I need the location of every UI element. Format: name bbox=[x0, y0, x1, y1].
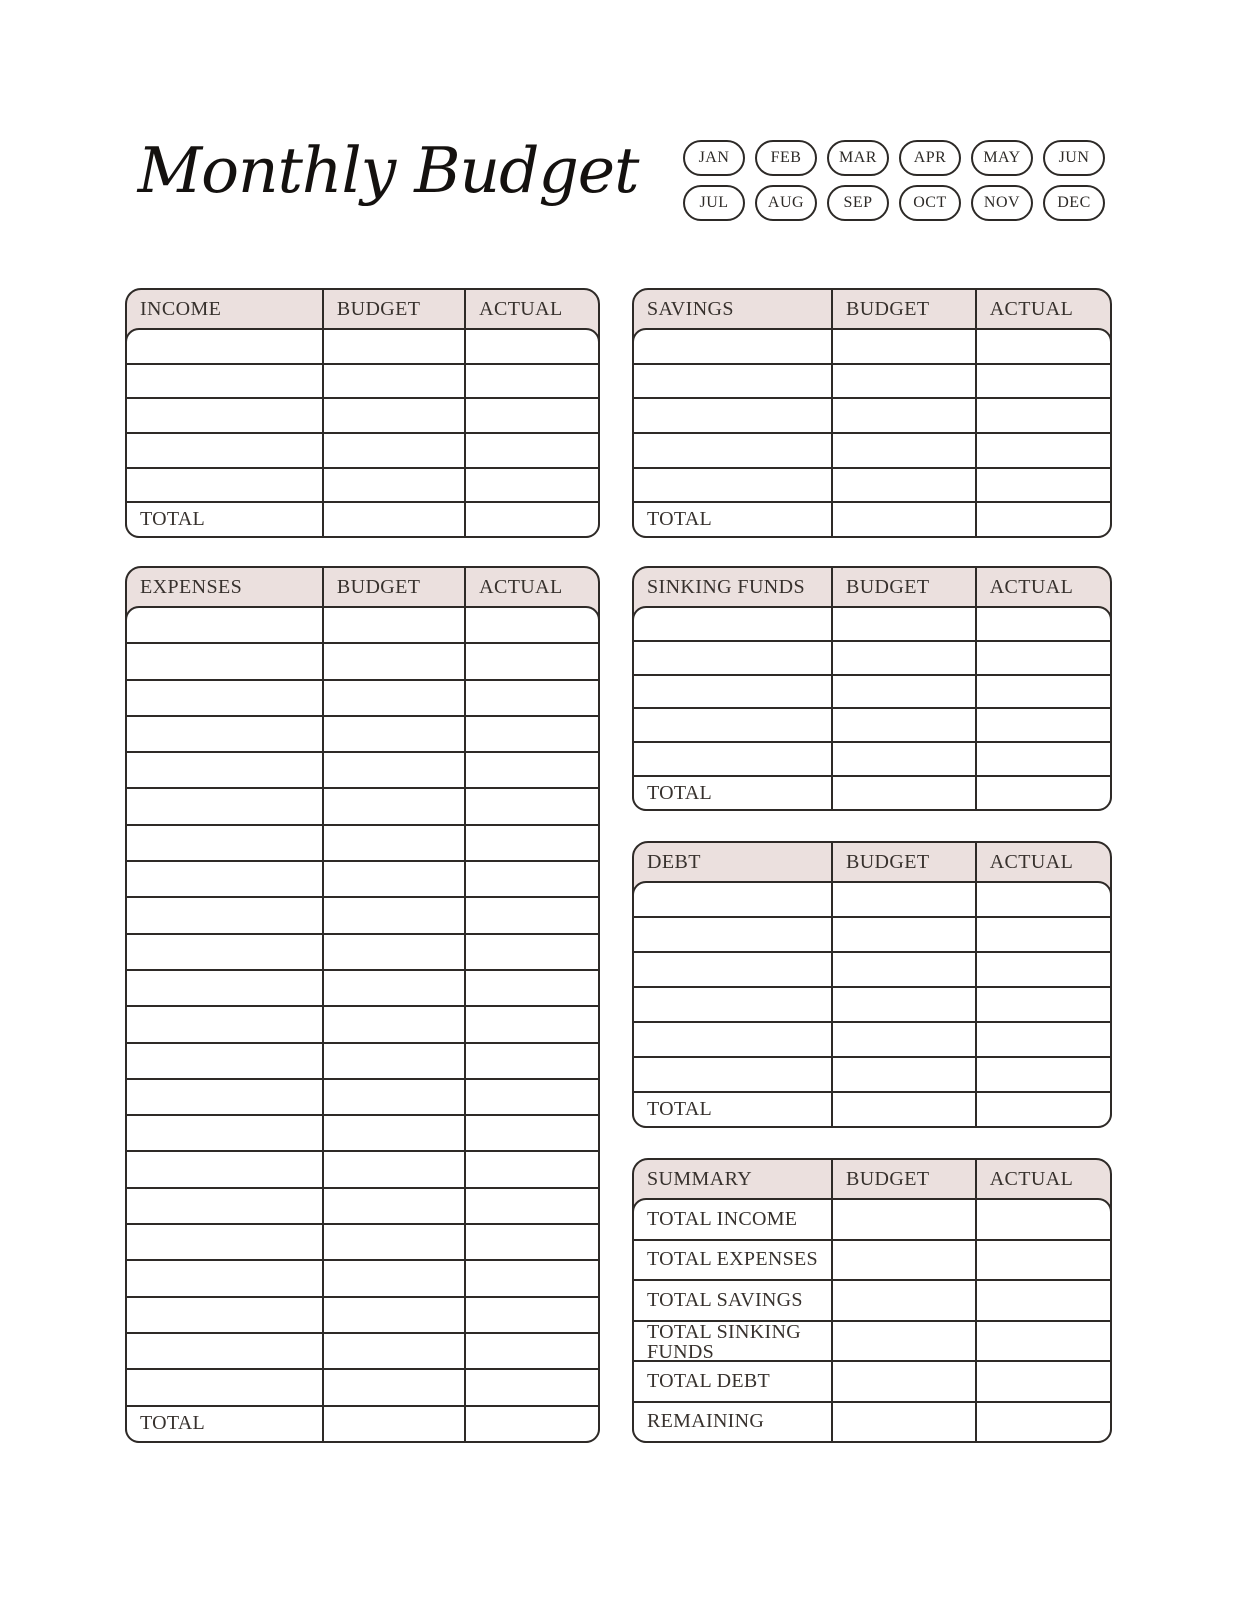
empty-cell[interactable] bbox=[324, 971, 466, 1005]
month-selector bbox=[683, 140, 1107, 221]
table-row bbox=[127, 1150, 598, 1186]
sinking-table-body bbox=[632, 606, 1112, 811]
empty-cell[interactable] bbox=[324, 1080, 466, 1114]
empty-cell[interactable] bbox=[634, 1023, 833, 1056]
table-row bbox=[634, 397, 1110, 432]
empty-cell[interactable] bbox=[466, 1116, 598, 1150]
empty-cell[interactable] bbox=[634, 918, 833, 951]
empty-cell[interactable] bbox=[833, 1241, 977, 1280]
empty-cell[interactable] bbox=[977, 1322, 1110, 1364]
empty-cell[interactable] bbox=[833, 1023, 977, 1056]
table-row bbox=[127, 1187, 598, 1223]
income-table bbox=[125, 288, 600, 538]
empty-cell[interactable] bbox=[324, 1334, 466, 1368]
empty-cell[interactable] bbox=[977, 883, 1110, 916]
empty-cell[interactable] bbox=[324, 503, 466, 536]
empty-cell[interactable] bbox=[127, 1261, 324, 1295]
budget-column-header: BUDGET bbox=[833, 1160, 977, 1198]
empty-cell[interactable] bbox=[833, 503, 977, 536]
empty-cell[interactable] bbox=[833, 608, 977, 640]
budget-column-header: BUDGET bbox=[833, 843, 977, 881]
empty-cell[interactable] bbox=[466, 365, 598, 398]
empty-cell[interactable] bbox=[977, 1058, 1110, 1091]
table-row bbox=[634, 883, 1110, 916]
empty-cell[interactable] bbox=[466, 399, 598, 432]
month-pill-sep[interactable] bbox=[827, 185, 889, 221]
empty-cell[interactable] bbox=[833, 469, 977, 502]
empty-cell[interactable] bbox=[466, 503, 598, 536]
empty-cell[interactable] bbox=[466, 753, 598, 787]
empty-cell[interactable] bbox=[127, 681, 324, 715]
table-row bbox=[634, 640, 1110, 674]
empty-cell[interactable] bbox=[466, 1044, 598, 1078]
empty-cell[interactable] bbox=[127, 1189, 324, 1223]
actual-column-header: ACTUAL bbox=[989, 1167, 1074, 1190]
budget-column-header: BUDGET bbox=[833, 290, 977, 328]
summary-row-label: REMAINING bbox=[634, 1403, 833, 1442]
empty-cell[interactable] bbox=[466, 1261, 598, 1295]
empty-cell[interactable] bbox=[466, 1189, 598, 1223]
table-row bbox=[634, 674, 1110, 708]
month-label: FEB bbox=[770, 149, 802, 166]
empty-cell[interactable] bbox=[466, 330, 598, 363]
summary-row-label: TOTAL SAVINGS bbox=[634, 1281, 833, 1320]
month-pill-jan[interactable] bbox=[683, 140, 745, 176]
empty-cell[interactable] bbox=[127, 753, 324, 787]
income-table-body bbox=[125, 328, 600, 538]
empty-cell[interactable] bbox=[634, 330, 833, 363]
expenses-table-body bbox=[125, 606, 600, 1443]
empty-cell[interactable] bbox=[833, 365, 977, 398]
empty-cell[interactable] bbox=[466, 1152, 598, 1186]
month-pill-jun[interactable] bbox=[1043, 140, 1105, 176]
empty-cell[interactable] bbox=[466, 898, 598, 932]
empty-cell[interactable] bbox=[127, 1044, 324, 1078]
empty-cell[interactable] bbox=[466, 935, 598, 969]
summary-table-body bbox=[632, 1198, 1112, 1443]
empty-cell[interactable] bbox=[324, 898, 466, 932]
empty-cell[interactable] bbox=[127, 826, 324, 860]
table-row bbox=[127, 679, 598, 715]
table-row bbox=[634, 1056, 1110, 1091]
empty-cell[interactable] bbox=[977, 330, 1110, 363]
table-row bbox=[634, 986, 1110, 1021]
table-row bbox=[127, 787, 598, 823]
empty-cell[interactable] bbox=[833, 434, 977, 467]
table-row bbox=[127, 860, 598, 896]
budget-column-header: BUDGET bbox=[833, 568, 977, 606]
empty-cell[interactable] bbox=[127, 1334, 324, 1368]
table-row bbox=[127, 933, 598, 969]
empty-cell[interactable] bbox=[833, 988, 977, 1021]
total-row-label: TOTAL bbox=[634, 1093, 833, 1126]
summary-row-label: TOTAL SINKING FUNDS bbox=[634, 1322, 833, 1364]
empty-cell[interactable] bbox=[324, 469, 466, 502]
empty-cell[interactable] bbox=[833, 953, 977, 986]
empty-cell[interactable] bbox=[634, 883, 833, 916]
empty-cell[interactable] bbox=[127, 1080, 324, 1114]
table-row bbox=[634, 741, 1110, 775]
empty-cell[interactable] bbox=[977, 434, 1110, 467]
empty-cell[interactable] bbox=[833, 1281, 977, 1320]
actual-column-header: ACTUAL bbox=[479, 297, 563, 320]
empty-cell[interactable] bbox=[977, 918, 1110, 951]
empty-cell[interactable] bbox=[324, 399, 466, 432]
total-row bbox=[634, 501, 1110, 536]
empty-cell[interactable] bbox=[127, 330, 324, 363]
empty-cell[interactable] bbox=[466, 1080, 598, 1114]
empty-cell[interactable] bbox=[466, 717, 598, 751]
empty-cell[interactable] bbox=[833, 1362, 977, 1401]
empty-cell[interactable] bbox=[977, 399, 1110, 432]
empty-cell[interactable] bbox=[833, 642, 977, 674]
empty-cell[interactable] bbox=[634, 469, 833, 502]
table-row bbox=[634, 707, 1110, 741]
empty-cell[interactable] bbox=[833, 918, 977, 951]
table-row bbox=[634, 467, 1110, 502]
savings-table bbox=[632, 288, 1112, 538]
total-row-label: TOTAL bbox=[634, 503, 833, 536]
sinking-funds-table bbox=[632, 566, 1112, 811]
debt-table bbox=[632, 841, 1112, 1128]
empty-cell[interactable] bbox=[324, 1225, 466, 1259]
empty-cell[interactable] bbox=[324, 434, 466, 467]
budget-column-header: BUDGET bbox=[324, 568, 466, 606]
empty-cell[interactable] bbox=[466, 789, 598, 823]
empty-cell[interactable] bbox=[466, 1370, 598, 1404]
page-title: Monthly Budget bbox=[137, 133, 639, 207]
empty-cell[interactable] bbox=[833, 676, 977, 708]
empty-cell[interactable] bbox=[324, 1044, 466, 1078]
month-label: SEP bbox=[843, 194, 873, 211]
empty-cell[interactable] bbox=[127, 644, 324, 678]
table-row bbox=[634, 432, 1110, 467]
table-row bbox=[127, 1296, 598, 1332]
actual-column-header: ACTUAL bbox=[989, 297, 1074, 320]
empty-cell[interactable] bbox=[634, 365, 833, 398]
empty-cell[interactable] bbox=[977, 1362, 1110, 1401]
empty-cell[interactable] bbox=[634, 434, 833, 467]
total-row bbox=[634, 1091, 1110, 1126]
empty-cell[interactable] bbox=[127, 469, 324, 502]
empty-cell[interactable] bbox=[324, 753, 466, 787]
empty-cell[interactable] bbox=[466, 1298, 598, 1332]
empty-cell[interactable] bbox=[127, 608, 324, 642]
summary-row bbox=[634, 1360, 1110, 1401]
empty-cell[interactable] bbox=[634, 399, 833, 432]
empty-cell[interactable] bbox=[324, 1116, 466, 1150]
summary-row bbox=[634, 1320, 1110, 1364]
empty-cell[interactable] bbox=[634, 709, 833, 741]
empty-cell[interactable] bbox=[833, 743, 977, 775]
empty-cell[interactable] bbox=[127, 789, 324, 823]
summary-row-label: TOTAL DEBT bbox=[634, 1362, 833, 1401]
summary-row bbox=[634, 1401, 1110, 1442]
month-label: JAN bbox=[698, 149, 730, 166]
empty-cell[interactable] bbox=[634, 608, 833, 640]
month-label: MAR bbox=[839, 149, 877, 166]
empty-cell[interactable] bbox=[324, 862, 466, 896]
summary-row bbox=[634, 1239, 1110, 1280]
total-row-label: TOTAL bbox=[127, 503, 324, 536]
empty-cell[interactable] bbox=[833, 709, 977, 741]
month-pill-jul[interactable] bbox=[683, 185, 745, 221]
empty-cell[interactable] bbox=[833, 399, 977, 432]
month-pill-apr[interactable] bbox=[899, 140, 961, 176]
table-row bbox=[127, 397, 598, 432]
empty-cell[interactable] bbox=[977, 988, 1110, 1021]
table-row bbox=[127, 432, 598, 467]
empty-cell[interactable] bbox=[324, 1298, 466, 1332]
table-row bbox=[127, 363, 598, 398]
table-row bbox=[127, 1042, 598, 1078]
empty-cell[interactable] bbox=[466, 1407, 598, 1441]
month-label: NOV bbox=[983, 194, 1021, 211]
empty-cell[interactable] bbox=[127, 717, 324, 751]
empty-cell[interactable] bbox=[466, 469, 598, 502]
empty-cell[interactable] bbox=[977, 953, 1110, 986]
empty-cell[interactable] bbox=[634, 1058, 833, 1091]
table-row bbox=[127, 467, 598, 502]
summary-row bbox=[634, 1200, 1110, 1239]
actual-column-header: ACTUAL bbox=[479, 575, 563, 598]
table-row bbox=[634, 916, 1110, 951]
summary-row bbox=[634, 1279, 1110, 1320]
empty-cell[interactable] bbox=[324, 1189, 466, 1223]
empty-cell[interactable] bbox=[324, 330, 466, 363]
table-row bbox=[127, 1259, 598, 1295]
empty-cell[interactable] bbox=[466, 862, 598, 896]
empty-cell[interactable] bbox=[977, 1093, 1110, 1126]
empty-cell[interactable] bbox=[977, 676, 1110, 708]
empty-cell[interactable] bbox=[127, 399, 324, 432]
empty-cell[interactable] bbox=[833, 1200, 977, 1239]
budget-column-header: BUDGET bbox=[324, 290, 466, 328]
empty-cell[interactable] bbox=[977, 1023, 1110, 1056]
empty-cell[interactable] bbox=[127, 1298, 324, 1332]
empty-cell[interactable] bbox=[977, 1281, 1110, 1320]
empty-cell[interactable] bbox=[127, 971, 324, 1005]
empty-cell[interactable] bbox=[127, 1370, 324, 1404]
table-row bbox=[127, 824, 598, 860]
total-row bbox=[127, 501, 598, 536]
empty-cell[interactable] bbox=[833, 330, 977, 363]
empty-cell[interactable] bbox=[466, 1007, 598, 1041]
empty-cell[interactable] bbox=[634, 988, 833, 1021]
month-pill-mar[interactable] bbox=[827, 140, 889, 176]
empty-cell[interactable] bbox=[466, 644, 598, 678]
total-row bbox=[634, 775, 1110, 809]
empty-cell[interactable] bbox=[324, 935, 466, 969]
actual-column-header: ACTUAL bbox=[989, 850, 1074, 873]
total-row bbox=[127, 1405, 598, 1441]
empty-cell[interactable] bbox=[127, 434, 324, 467]
empty-cell[interactable] bbox=[833, 883, 977, 916]
empty-cell[interactable] bbox=[466, 1334, 598, 1368]
total-row-label: TOTAL bbox=[634, 777, 833, 809]
savings-section-header: SAVINGS bbox=[634, 290, 833, 328]
table-row bbox=[127, 1114, 598, 1150]
empty-cell[interactable] bbox=[977, 777, 1110, 809]
empty-cell[interactable] bbox=[833, 1322, 977, 1364]
empty-cell[interactable] bbox=[324, 1152, 466, 1186]
empty-cell[interactable] bbox=[324, 1007, 466, 1041]
table-row bbox=[634, 951, 1110, 986]
income-section-header: INCOME bbox=[127, 290, 324, 328]
summary-row-label: TOTAL EXPENSES bbox=[634, 1241, 833, 1280]
empty-cell[interactable] bbox=[324, 644, 466, 678]
month-pill-nov[interactable] bbox=[971, 185, 1033, 221]
empty-cell[interactable] bbox=[324, 681, 466, 715]
month-pill-aug[interactable] bbox=[755, 185, 817, 221]
empty-cell[interactable] bbox=[324, 1370, 466, 1404]
table-row bbox=[127, 715, 598, 751]
empty-cell[interactable] bbox=[466, 1225, 598, 1259]
month-pill-oct[interactable] bbox=[899, 185, 961, 221]
table-row bbox=[127, 642, 598, 678]
empty-cell[interactable] bbox=[977, 1241, 1110, 1280]
empty-cell[interactable] bbox=[324, 717, 466, 751]
empty-cell[interactable] bbox=[127, 898, 324, 932]
empty-cell[interactable] bbox=[977, 469, 1110, 502]
empty-cell[interactable] bbox=[634, 676, 833, 708]
summary-section-header: SUMMARY bbox=[634, 1160, 833, 1198]
actual-column-header: ACTUAL bbox=[989, 575, 1074, 598]
debt-section-header: DEBT bbox=[634, 843, 833, 881]
debt-table-body bbox=[632, 881, 1112, 1128]
empty-cell[interactable] bbox=[324, 1261, 466, 1295]
month-label: DEC bbox=[1057, 194, 1091, 211]
empty-cell[interactable] bbox=[324, 1407, 466, 1441]
empty-cell[interactable] bbox=[833, 1093, 977, 1126]
empty-cell[interactable] bbox=[977, 642, 1110, 674]
month-pill-feb[interactable] bbox=[755, 140, 817, 176]
empty-cell[interactable] bbox=[634, 953, 833, 986]
month-pill-dec[interactable] bbox=[1043, 185, 1105, 221]
empty-cell[interactable] bbox=[127, 1152, 324, 1186]
empty-cell[interactable] bbox=[977, 743, 1110, 775]
month-label: AUG bbox=[767, 194, 805, 211]
empty-cell[interactable] bbox=[127, 1007, 324, 1041]
empty-cell[interactable] bbox=[324, 826, 466, 860]
empty-cell[interactable] bbox=[127, 935, 324, 969]
empty-cell[interactable] bbox=[324, 789, 466, 823]
table-row bbox=[127, 608, 598, 642]
empty-cell[interactable] bbox=[833, 1403, 977, 1442]
empty-cell[interactable] bbox=[977, 608, 1110, 640]
empty-cell[interactable] bbox=[977, 1200, 1110, 1239]
month-label: JUL bbox=[699, 194, 729, 211]
month-label: APR bbox=[913, 149, 947, 166]
empty-cell[interactable] bbox=[833, 777, 977, 809]
total-row-label: TOTAL bbox=[127, 1407, 324, 1441]
savings-table-body bbox=[632, 328, 1112, 538]
empty-cell[interactable] bbox=[977, 709, 1110, 741]
table-row bbox=[127, 1332, 598, 1368]
month-label: OCT bbox=[913, 194, 947, 211]
empty-cell[interactable] bbox=[466, 681, 598, 715]
empty-cell[interactable] bbox=[466, 608, 598, 642]
empty-cell[interactable] bbox=[466, 434, 598, 467]
empty-cell[interactable] bbox=[634, 642, 833, 674]
sinking-section-header: SINKING FUNDS bbox=[634, 568, 833, 606]
empty-cell[interactable] bbox=[324, 608, 466, 642]
empty-cell[interactable] bbox=[127, 862, 324, 896]
month-label: MAY bbox=[983, 149, 1021, 166]
empty-cell[interactable] bbox=[466, 826, 598, 860]
empty-cell[interactable] bbox=[634, 743, 833, 775]
summary-row-label: TOTAL INCOME bbox=[634, 1200, 833, 1239]
month-label: JUN bbox=[1058, 149, 1090, 166]
empty-cell[interactable] bbox=[977, 365, 1110, 398]
table-row bbox=[634, 608, 1110, 640]
table-row bbox=[127, 1368, 598, 1404]
empty-cell[interactable] bbox=[977, 1403, 1110, 1442]
table-row bbox=[127, 896, 598, 932]
table-row bbox=[127, 969, 598, 1005]
table-row bbox=[127, 1078, 598, 1114]
empty-cell[interactable] bbox=[127, 1225, 324, 1259]
empty-cell[interactable] bbox=[324, 365, 466, 398]
table-row bbox=[634, 363, 1110, 398]
table-row bbox=[127, 1223, 598, 1259]
month-pill-may[interactable] bbox=[971, 140, 1033, 176]
empty-cell[interactable] bbox=[466, 971, 598, 1005]
empty-cell[interactable] bbox=[127, 1116, 324, 1150]
summary-table bbox=[632, 1158, 1112, 1443]
expenses-table bbox=[125, 566, 600, 1443]
expenses-section-header: EXPENSES bbox=[127, 568, 324, 606]
table-row bbox=[634, 330, 1110, 363]
table-row bbox=[127, 1005, 598, 1041]
table-row bbox=[634, 1021, 1110, 1056]
table-row bbox=[127, 751, 598, 787]
empty-cell[interactable] bbox=[977, 503, 1110, 536]
table-row bbox=[127, 330, 598, 363]
empty-cell[interactable] bbox=[127, 365, 324, 398]
empty-cell[interactable] bbox=[833, 1058, 977, 1091]
